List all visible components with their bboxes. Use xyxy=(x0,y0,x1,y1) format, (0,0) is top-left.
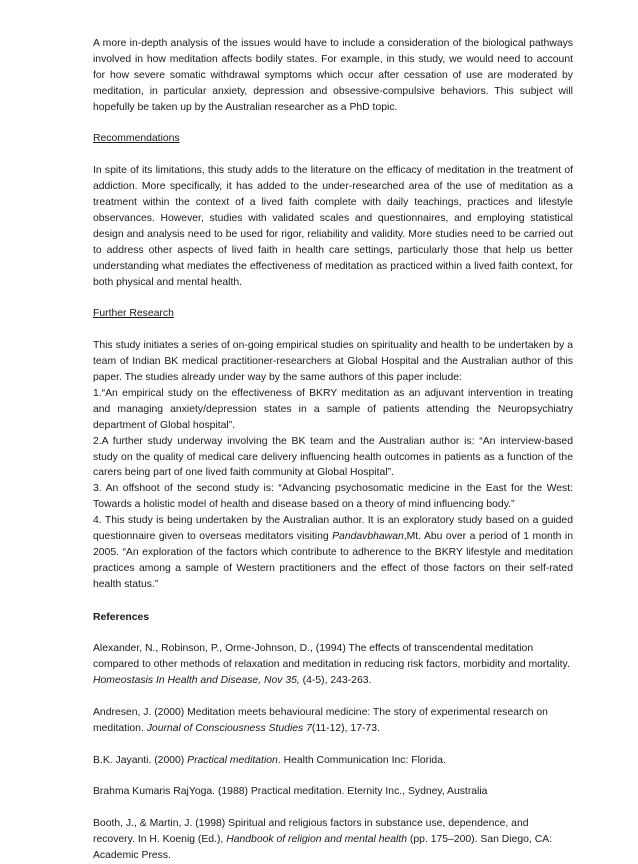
ref1-text-a: Alexander, N., Robinson, P., Orme-Johnson, D., (1994) The effects of transcendental meditation compared to other methods of relaxation and meditation in reducing risk factors, morbidity and mortality. xyxy=(93,643,570,671)
reference-item xyxy=(93,641,573,689)
document-page xyxy=(93,36,573,864)
item4-text-a: 4. This study is being undertaken by the Australian author. It is an exploratory study based on a guided questionnaire given to overseas meditators visiting xyxy=(93,515,573,543)
reference-item xyxy=(93,705,573,737)
further-research-item-3: 3. An offshoot of the second study is: “Advancing psychosomatic medicine in the East for the West: Towards a holistic model of health and disease based on a theory of mind influencing body.” xyxy=(93,483,573,511)
ref5-text-a: Booth, J., & Martin, J. (1998) Spiritual and religious factors in substance use, dependence, and recovery. In H. Koenig (Ed.), xyxy=(93,818,529,846)
ref1-italic: Homeostasis In Health and Disease, Nov 35, xyxy=(93,675,300,687)
ref3-text-a: B.K. Jayanti. (2000) xyxy=(93,754,188,766)
reference-item: Brahma Kumaris RajYoga. (1988) Practical meditation. Eternity Inc., Sydney, Australia xyxy=(93,786,488,798)
ref5-text-b: (pp. 175–200). San Diego, CA: Academic Press. xyxy=(93,834,553,862)
reference-item xyxy=(93,753,573,769)
reference-item xyxy=(93,816,573,864)
ref3-text-b: . Health Communication Inc: Florida. xyxy=(277,754,446,766)
recommendations-heading: Recommendations xyxy=(93,133,180,145)
ref3-italic: Practical meditation xyxy=(187,754,278,766)
intro-paragraph: A more in-depth analysis of the issues would have to include a consideration of the biological pathways involved in how meditation affects bodily states. For example, in this study, we would need to account for how severe somatic withdrawal symptoms which occur after cessation of use are moderated by meditation, in particular anxiety, depression and obsessive-compulsive behaviors. This subject will hopefully be taken up by the Australian researcher as a PhD topic. xyxy=(93,38,573,113)
references-heading: References xyxy=(93,611,150,623)
ref1-text-b: (4-5), 243-263. xyxy=(299,675,372,687)
recommendations-paragraph: In spite of its limitations, this study adds to the literature on the efficacy of meditation in the treatment of addiction. More specifically, it has added to the under-researched area of the use of meditation as a treatment within the context of a lived faith complete with daily teachings, practices and lifestyle observances. However, studies with validated scales and questionnaires, and employing statistical design and analysis need to be used for rigor, reliability and validity. More studies need to be carried out to address other aspects of lived faith in health care settings, particularly those that help us better understanding what mediates the effectiveness of meditation as practiced within a lived faith context, for both physical and mental health. xyxy=(93,165,573,288)
further-research-item-2: 2.A further study underway involving the BK team and the Australian author is: “An interview-based study on the quality of medical care delivery influencing health outcomes in patients as a function of the carers being part of one lived faith community at Global Hospital”. xyxy=(93,435,573,479)
reference-list xyxy=(93,641,573,864)
item4-italic: Pandavbhawan xyxy=(332,531,404,543)
further-research-item-4 xyxy=(93,513,573,593)
further-research-intro: This study initiates a series of on-going empirical studies on spirituality and health to be undertaken by a team of Indian BK medical practitioner-researchers at Global Hospital and the Australian author of this paper. The studies already under way by the same authors of this paper include: xyxy=(93,340,573,383)
ref5-italic: Handbook of religion and mental health xyxy=(226,834,408,846)
ref2-text-b: (11-12), 17-73. xyxy=(311,722,380,734)
further-research-item-1: 1.“An empirical study on the effectiveness of BKRY meditation as an adjuvant intervention in treating and managing anxiety/depression states in a sample of patients attending the Neuropsychiatry department of Global hospital”. xyxy=(93,387,573,431)
item4-text-b: ,Mt. Abu over a period of 1 month in 2005. “An exploration of the factors which contribute to adherence to the BKRY lifestyle and meditation practices among a sample of Western practitioners and the effect of those factors on their self-rated health status.” xyxy=(93,531,573,590)
ref2-italic: Journal of Consciousness Studies 7 xyxy=(146,722,312,734)
ref2-text-a: Andresen, J. (2000) Meditation meets behavioural medicine: The story of experimental research on meditation. xyxy=(93,706,548,734)
further-research-heading: Further Research xyxy=(93,308,174,320)
